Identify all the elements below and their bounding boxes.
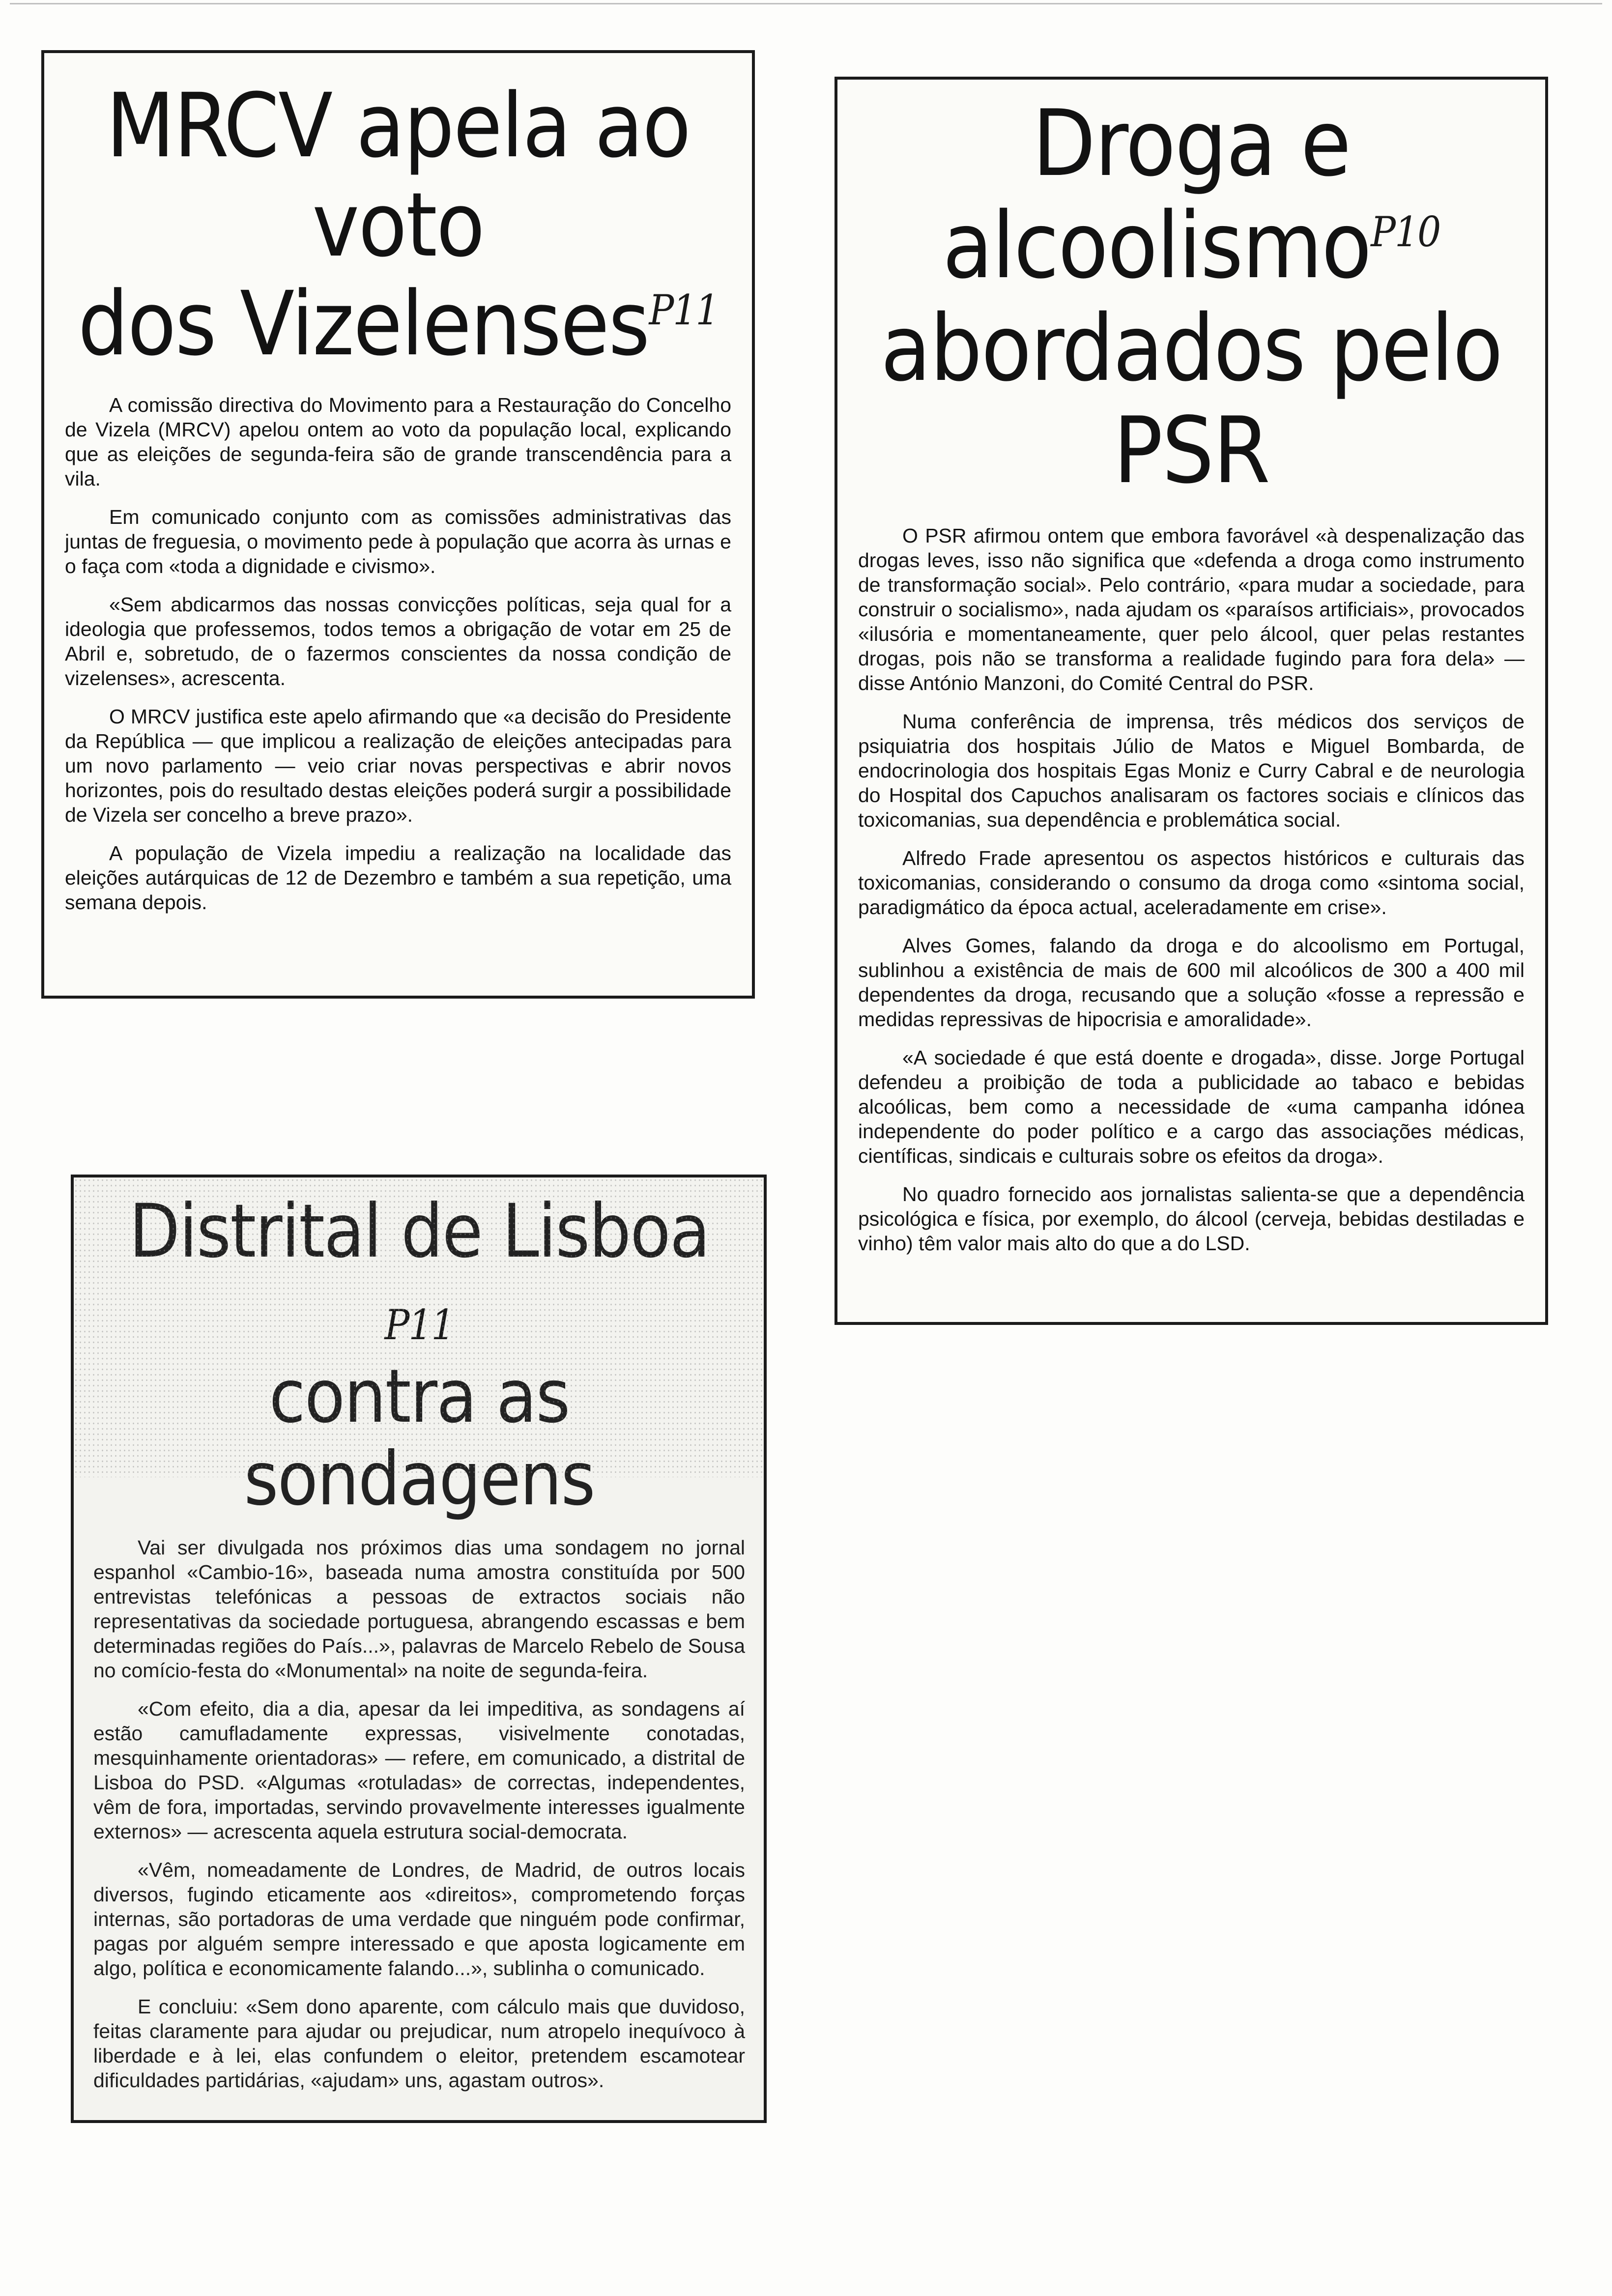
- article-body: [93, 1535, 745, 2093]
- article-headline: [65, 77, 731, 374]
- headline-line: Droga e alcoolismo$^{P10}$: [942, 90, 1440, 299]
- headline-line: abordados pelo PSR: [880, 294, 1502, 504]
- paragraph: «Sem abdicarmos das nossas convicções políticas, seja qual for a ideologia que professemos, todos temos a obrigação de votar em 25 de Abril e, sobretudo, de o fazermos conscientes da nossa condição de vizelenses», acrescenta.: [65, 593, 731, 689]
- headline-line: contra as sondagens: [244, 1354, 595, 1522]
- paragraph: E concluiu: «Sem dono aparente, com cálculo mais que duvidoso, feitas claramente para ajudar ou prejudicar, num atropelo inequívoco à liberdade e à lei, elas confundem o eleitor, pretendem escamotear dificuldades partidárias, «ajudam» uns, agastam outros».: [93, 1995, 745, 2092]
- article-droga: [835, 77, 1548, 1325]
- paragraph: Vai ser divulgada nos próximos dias uma sondagem no jornal espanhol «Cambio-16», baseada numa amostra constituída por 500 entrevistas telefónicas a pessoas de extractos sociais não representativas da sociedade portuguesa, abrangendo escassas e bem determinadas regiões do País...», palavras de Marcelo Rebelo de Sousa no comício-festa do «Monumental» na noite de segunda-feira.: [93, 1536, 745, 1682]
- article-body: [65, 393, 731, 915]
- scan-artifact-line: [10, 3, 1602, 4]
- headline-line: Distrital de Lisboa P11: [129, 1189, 710, 1349]
- page-mark: P11: [384, 1301, 454, 1349]
- paragraph: A população de Vizela impediu a realização na localidade das eleições autárquicas de 12 de Dezembro e também a sua repetição, uma semana depois.: [65, 841, 731, 914]
- page-mark: P11: [649, 286, 719, 335]
- article-headline: [858, 92, 1525, 502]
- paragraph: «Vêm, nomeadamente de Londres, de Madrid, de outros locais diversos, fugindo eticamente aos «direitos», comprometendo forças internas, são portadoras de uma verdade que ninguém pode confirmar, pagas por alguém sempre interessado e que aposta logicamente em algo, política e economicamente falando...», sublinha o comunicado.: [93, 1859, 745, 1980]
- headline-line: dos Vizelenses$^{P11}$: [78, 273, 719, 376]
- article-mrcv: [41, 50, 755, 999]
- paragraph: O PSR afirmou ontem que embora favorável «à despenalização das drogas leves, isso não significa que «defenda a droga como instrumento de transformação social». Pelo contrário, «para mudar a sociedade, para construir o socialismo», nada ajudam os «paraísos artificiais», provocados «ilusória e momentaneamente, quer pelo álcool, quer pelas restantes drogas, pois não se transforma a realidade fugindo para fora dela» — disse António Manzoni, do Comité Central do PSR.: [858, 524, 1525, 695]
- article-headline: [93, 1190, 745, 1521]
- paragraph: Alfredo Frade apresentou os aspectos históricos e culturais das toxicomanias, considerando o consumo da droga como «sintoma social, paradigmático da época actual, aceleradamente em crise».: [858, 847, 1525, 919]
- paragraph: A comissão directiva do Movimento para a Restauração do Concelho de Vizela (MRCV) apelou ontem ao voto da população local, explicando que as eleições de segunda-feira são de grande transcendência para a vila.: [65, 393, 731, 490]
- headline-line: MRCV apela ao voto: [106, 75, 691, 277]
- paragraph: Em comunicado conjunto com as comissões administrativas das juntas de freguesia, o movimento pede à população que acorra às urnas e o faça com «toda a dignidade e civismo».: [65, 505, 731, 577]
- paragraph: No quadro fornecido aos jornalistas salienta-se que a dependência psicológica e física, por exemplo, do álcool (cerveja, bebidas destiladas e vinho) têm valor mais alto do que a do LSD.: [858, 1183, 1525, 1255]
- paragraph: «A sociedade é que está doente e drogada», disse. Jorge Portugal defendeu a proibição de toda a publicidade ao tabaco e bebidas alcoólicas, bem como a necessidade de «uma campanha idónea independente do poder político e a cargo das associações médicas, científicas, sindicais e culturais sobre os efeitos da droga».: [858, 1046, 1525, 1168]
- paragraph: Numa conferência de imprensa, três médicos dos serviços de psiquiatria dos hospitais Júlio de Matos e Miguel Bombarda, de endocrinologia dos hospitais Egas Moniz e Curry Cabral e de neurologia do Hospital dos Capuchos analisaram os factores sociais e clínicos das toxicomanias, sua dependência e problemática social.: [858, 710, 1525, 832]
- paragraph: O MRCV justifica este apelo afirmando que «a decisão do Presidente da República — que implicou a realização de eleições antecipadas para um novo parlamento — veio criar novas perspectivas e abrir novos horizontes, pois do resultado destas eleições poderá surgir a possibilidade de Vizela ser concelho a breve prazo».: [65, 705, 731, 826]
- paragraph: Alves Gomes, falando da droga e do alcoolismo em Portugal, sublinhou a existência de mais de 600 mil alcoólicos de 300 a 400 mil dependentes da droga, recusando que a solução «fosse a repressão e medidas repressivas de hipocrisia e amoralidade».: [858, 934, 1525, 1031]
- paragraph: «Com efeito, dia a dia, apesar da lei impeditiva, as sondagens aí estão camufladamente expressas, visivelmente conotadas, mesquinhamente orientadoras» — refere, em comunicado, a distrital de Lisboa do PSD. «Algumas «rotuladas» de correctas, independentes, vêm de fora, importadas, servindo provavelmente interesses igualmente externos» — acrescenta aquela estrutura social-democrata.: [93, 1697, 745, 1843]
- article-body: [858, 523, 1525, 1256]
- article-distrital: [71, 1175, 767, 2123]
- page-mark: P10: [1371, 208, 1440, 257]
